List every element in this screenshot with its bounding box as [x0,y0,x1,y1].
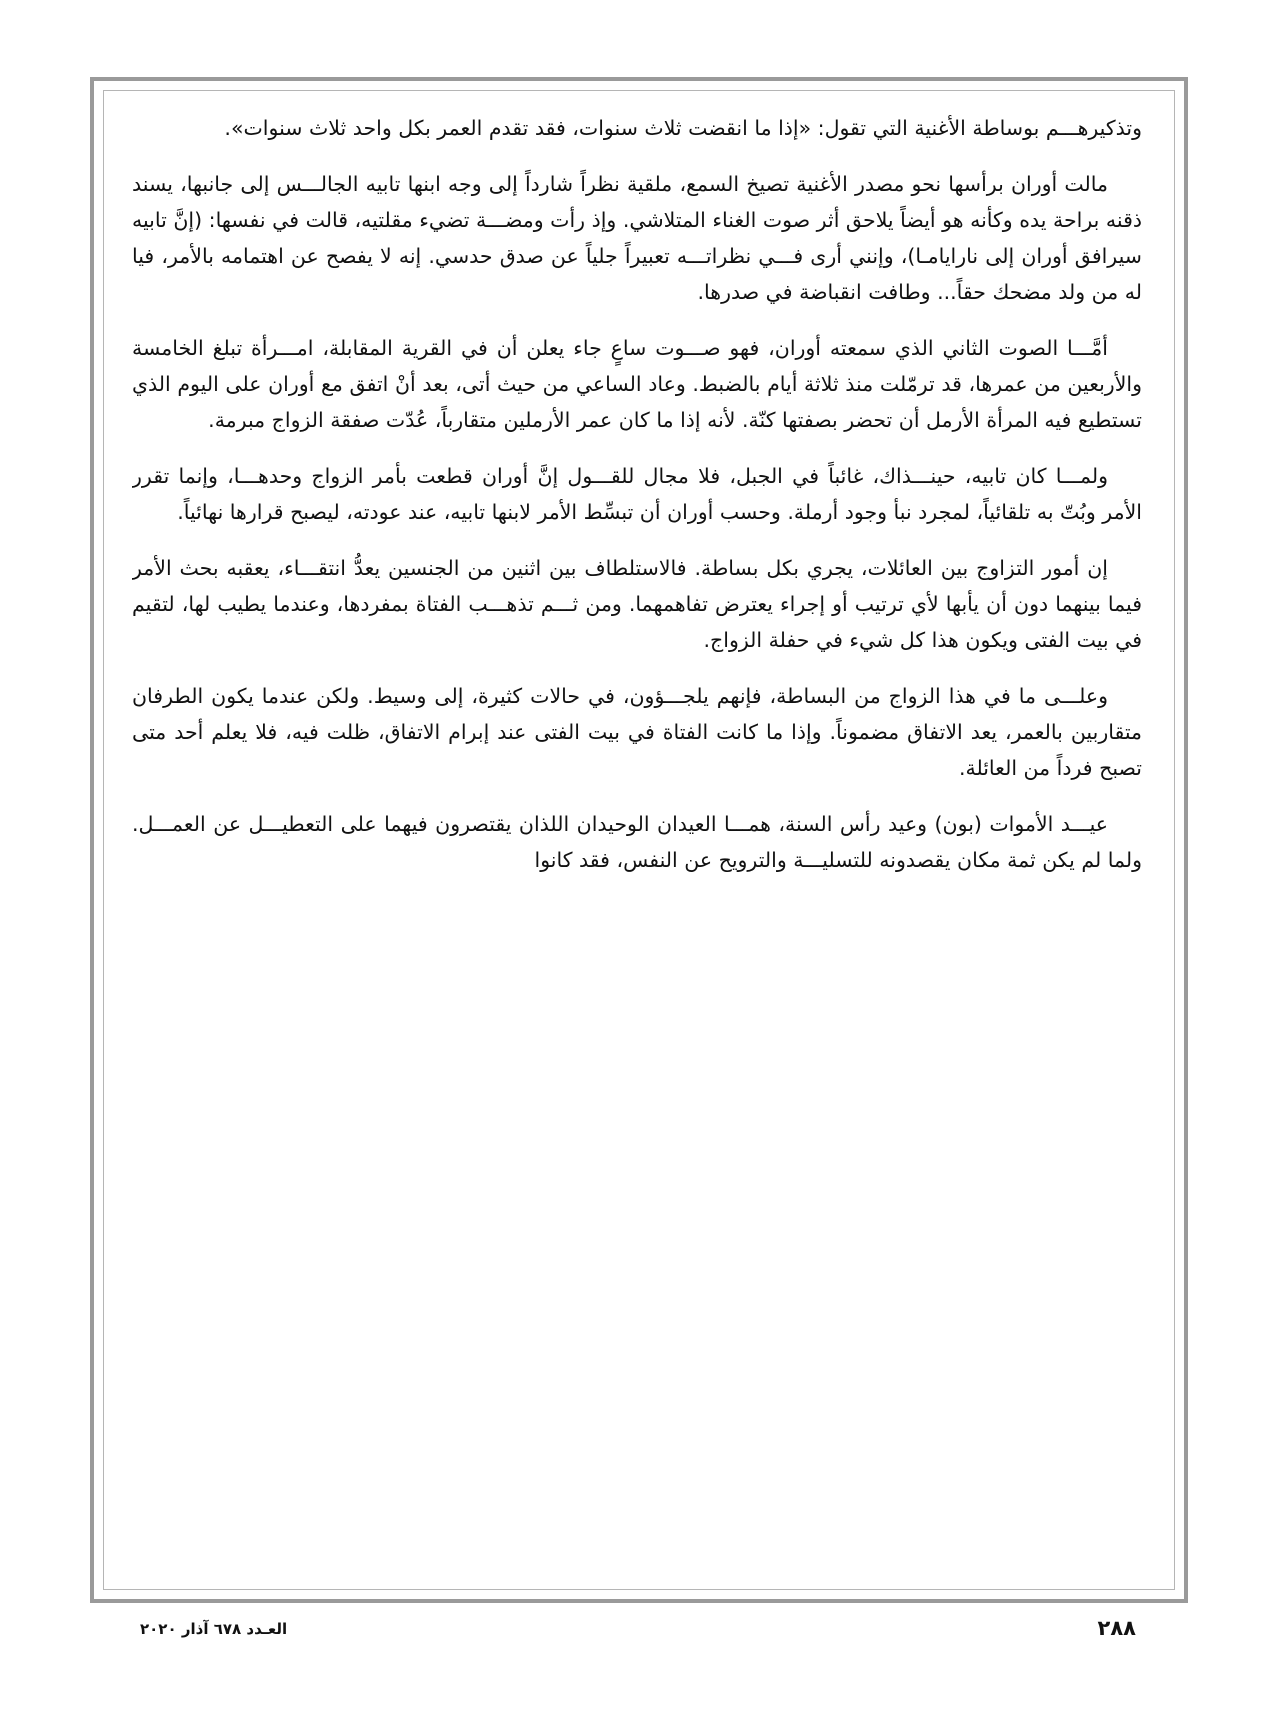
article-body [132,110,1142,1585]
paragraph: ولمـــا كان تابيه، حينـــذاك، غائباً في الجبل، فلا مجال للقـــول إنَّ أوران قطعت بأمر الزواج وحدهـــا، وإنما تقرر الأمر وبُتّ به تلقائياً، لمجرد نبأ وجود أرملة. وحسب أوران أن تبسِّط الأمر لابنها تابيه، عند عودته، ليصبح قرارها نهائياً. [132,464,1142,524]
page-number: ٢٨٨ [1097,1616,1136,1640]
issue-info: العـدد ٦٧٨ آذار ٢٠٢٠ [140,1620,288,1638]
paragraph: مالت أوران برأسها نحو مصدر الأغنية تصيخ السمع، ملقية نظراً شارداً إلى وجه ابنها تابيه الجالـــس إلى جانبها، يسند ذقنه براحة يده وكأنه هو أيضاً يلاحق أثر صوت الغناء المتلاشي. وإذ رأت ومضـــة تضيء مقلتيه، قالت في نفسها: (إنَّ تابيه سيرافق أوران إلى نارايامـا)، وإنني أرى فـــي نظراتـــه تعبيراً جلياً عن صدق حدسي. إنه لا يفصح عن اهتمامه بالأمر، فيا له من ولد مضحك حقاً... وطافت انقباضة في صدرها. [132,172,1142,304]
paragraph: أمَّـــا الصوت الثاني الذي سمعته أوران، فهو صـــوت ساعٍ جاء يعلن أن في القرية المقابلة، امـــرأة تبلغ الخامسة والأربعين من عمرها، قد ترمّلت منذ ثلاثة أيام بالضبط. وعاد الساعي من حيث أتى، بعد أنْ اتفق مع أوران على اليوم الذي تستطيع فيه المرأة الأرمل أن تحضر بصفتها كنّة. لأنه إذا ما كان عمر الأرملين متقارباً، عُدّت صفقة الزواج مبرمة. [132,336,1142,432]
page-footer [132,1616,1142,1646]
paragraph: وتذكيرهـــم بوساطة الأغنية التي تقول: «إذا ما انقضت ثلاث سنوات، فقد تقدم العمر بكل واحد ثلاث سنوات». [224,116,1142,140]
paragraph: وعلـــى ما في هذا الزواج من البساطة، فإنهم يلجـــؤون، في حالات كثيرة، إلى وسيط. ولكن عندما يكون الطرفان متقاربين بالعمر، يعد الاتفاق مضموناً. وإذا ما كانت الفتاة في بيت الفتى عند إبرام الاتفاق، ظلت فيه، فلا يعلم أحد متى تصبح فرداً من العائلة. [132,684,1142,780]
paragraph: إن أمور التزاوج بين العائلات، يجري بكل بساطة. فالاستلطاف بين اثنين من الجنسين يعدُّ انتقـــاء، يعقبه بحث الأمر فيما بينهما دون أن يأبها لأي ترتيب أو إجراء يعترض تفاهمهما. ومن ثـــم تذهـــب الفتاة بمفردها، وعندما يطيب لها، لتقيم في بيت الفتى ويكون هذا كل شيء في حفلة الزواج. [132,556,1142,652]
paragraph: عيـــد الأموات (بون) وعيد رأس السنة، همـــا العيدان الوحيدان اللذان يقتصرون فيهما على التعطيـــل عن العمـــل. ولما لم يكن ثمة مكان يقصدونه للتسليـــة والترويح عن النفس، فقد كانوا [132,812,1142,872]
